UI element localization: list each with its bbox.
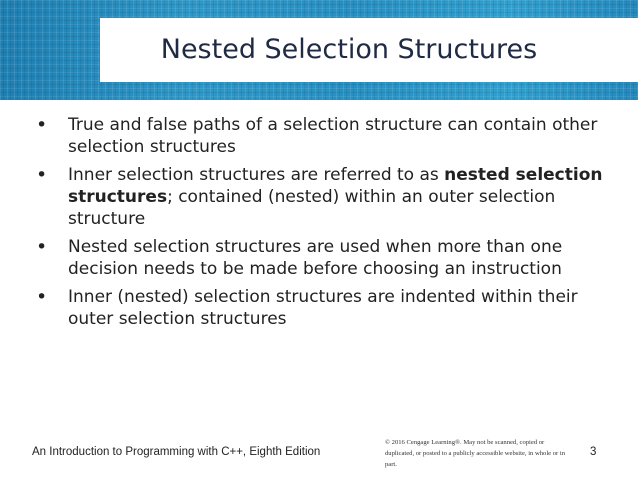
bullet-item	[36, 236, 616, 280]
title-panel	[100, 18, 638, 82]
bullet-item	[36, 164, 616, 230]
bullet-item	[36, 286, 616, 330]
bullet-item	[36, 114, 616, 158]
copyright-notice: © 2016 Cengage Learning®. May not be scanned, copied or duplicated, or posted to a publicly accessible website, in whole or in part.	[385, 439, 565, 468]
title-banner	[0, 0, 638, 100]
bullet-icon: •	[36, 114, 48, 136]
page-number: 3	[590, 446, 597, 458]
bullet-text: True and false paths of a selection structure can contain other selection structures	[68, 115, 598, 157]
bullet-text-continued: ; contained (nested) within an outer selection structure	[68, 187, 556, 229]
bullet-text: Inner selection structures are referred to as	[68, 165, 445, 185]
bullet-icon: •	[36, 286, 48, 308]
bullet-icon: •	[36, 236, 48, 258]
bullet-list	[36, 114, 616, 336]
bullet-emphasis: nested selection structures	[68, 165, 603, 207]
bullet-icon: •	[36, 164, 48, 186]
slide-footer	[0, 432, 638, 479]
bullet-text: Nested selection structures are used when more than one decision needs to be made before choosing an instruction	[68, 237, 563, 279]
bullet-text: Inner (nested) selection structures are indented within their outer selection structures	[68, 287, 578, 329]
book-title: An Introduction to Programming with C++, Eighth Edition	[32, 446, 321, 458]
slide-title: Nested Selection Structures	[160, 34, 538, 65]
